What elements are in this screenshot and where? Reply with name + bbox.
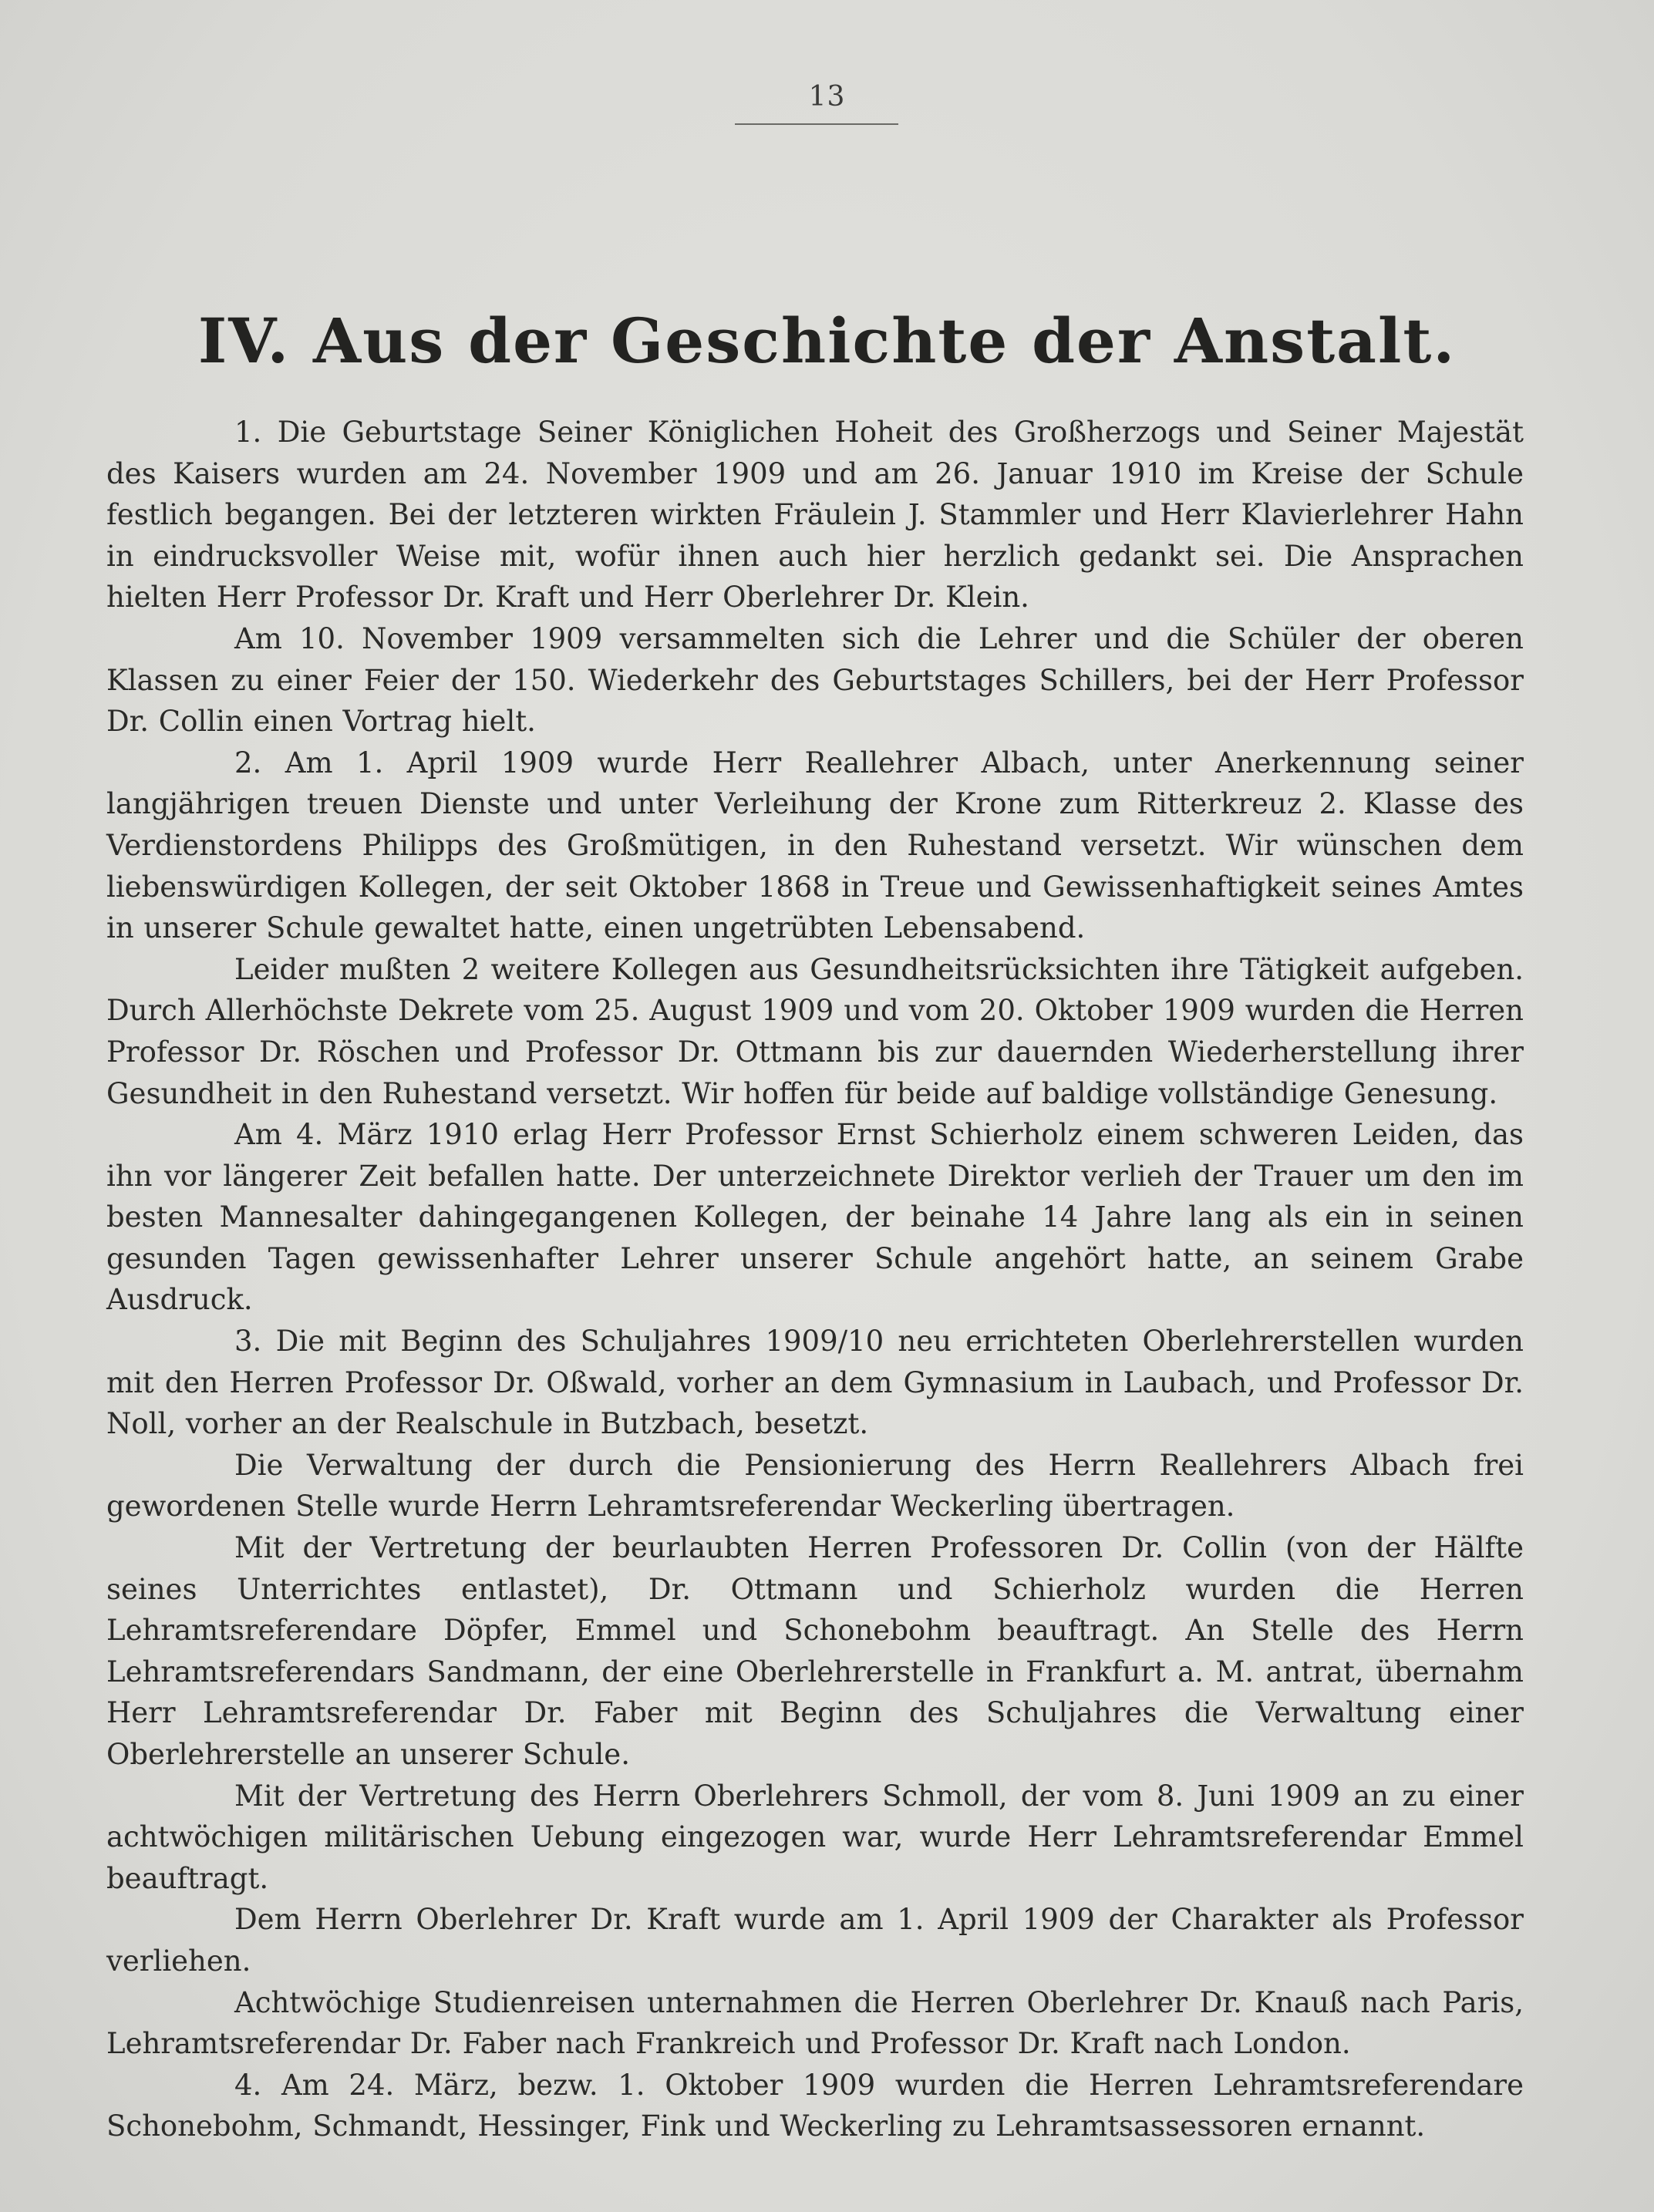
- paragraph-10: Dem Herrn Oberlehrer Dr. Kraft wurde am 1. April 1909 der Charakter als Professor verliehen.: [106, 1903, 1524, 1978]
- paragraph-12: 4. Am 24. März, bezw. 1. Oktober 1909 wurden die Herren Lehramtsreferendare Schonebohm, Schmandt, Hessinger, Fink und Weckerling zu Lehramtsassessoren ernannt.: [106, 2068, 1524, 2143]
- paragraph-1: 1. Die Geburtstage Seiner Königlichen Hoheit des Großherzogs und Seiner Majestät des Kaisers wurden am 24. November 1909 und am 26. Januar 1910 im Kreise der Schule festlich begangen. Bei der letzteren wirkten Fräulein J. Stammler und Herr Klavierlehrer Hahn in eindrucksvoller Weise mit, wofür ihnen auch hier herzlich gedankt sei. Die Ansprachen hielten Herr Professor Dr. Kraft und Herr Oberlehrer Dr. Klein.: [106, 416, 1524, 614]
- paragraph-2: Am 10. November 1909 versammelten sich die Lehrer und die Schüler der oberen Klassen zu einer Feier der 150. Wiederkehr des Geburtstages Schillers, bei der Herr Professor Dr. Collin einen Vortrag hielt.: [106, 621, 1524, 739]
- page-number-rule: [735, 123, 898, 125]
- page-number: 13: [808, 81, 846, 113]
- paragraph-8: Mit der Vertretung der beurlaubten Herren Professoren Dr. Collin (von der Hälfte seines Unterrichtes entlastet), Dr. Ottmann und Schierholz wurden die Herren Lehramtsreferendare Döpfer, Emmel und Schonebohm beauftragt. An Stelle des Herrn Lehramtsreferendars Sandmann, der eine Oberlehrerstelle in Frankfurt a. M. antrat, übernahm Herr Lehramtsreferendar Dr. Faber mit Beginn des Schuljahres die Verwaltung einer Oberlehrerstelle an unserer Schule.: [106, 1531, 1524, 1771]
- body-text: [106, 412, 1524, 2147]
- paragraph-4: Leider mußten 2 weitere Kollegen aus Gesundheitsrücksichten ihre Tätigkeit aufgeben. Durch Allerhöchste Dekrete vom 25. August 1909 und vom 20. Oktober 1909 wurden die Herren Professor Dr. Röschen und Professor Dr. Ottmann bis zur dauernden Wiederherstellung ihrer Gesundheit in den Ruhestand versetzt. Wir hoffen für beide auf baldige vollständige Genesung.: [106, 952, 1524, 1110]
- paragraph-6: 3. Die mit Beginn des Schuljahres 1909/10 neu errichteten Oberlehrerstellen wurden mit den Herren Professor Dr. Oßwald, vorher an dem Gymnasium in Laubach, und Professor Dr. Noll, vorher an der Realschule in Butzbach, besetzt.: [106, 1325, 1524, 1441]
- paragraph-9: Mit der Vertretung des Herrn Oberlehrers Schmoll, der vom 8. Juni 1909 an zu einer achtwöchigen militärischen Uebung eingezogen war, wurde Herr Lehramtsreferendar Emmel beauftragt.: [106, 1779, 1524, 1895]
- paragraph-11: Achtwöchige Studienreisen unternahmen die Herren Oberlehrer Dr. Knauß nach Paris, Lehramtsreferendar Dr. Faber nach Frankreich und Professor Dr. Kraft nach London.: [106, 1985, 1524, 2061]
- section-heading: IV. Aus der Geschichte der Anstalt.: [197, 305, 1457, 377]
- paragraph-3: 2. Am 1. April 1909 wurde Herr Reallehrer Albach, unter Anerkennung seiner langjährigen treuen Dienste und unter Verleihung der Krone zum Ritterkreuz 2. Klasse des Verdienstordens Philipps des Großmütigen, in den Ruhestand versetzt. Wir wünschen dem liebenswürdigen Kollegen, der seit Oktober 1868 in Treue und Gewissenhaftigkeit seines Amtes in unserer Schule gewaltet hatte, einen ungetrübten Lebensabend.: [106, 746, 1524, 945]
- paragraph-5: Am 4. März 1910 erlag Herr Professor Ernst Schierholz einem schweren Leiden, das ihn vor längerer Zeit befallen hatte. Der unterzeichnete Direktor verlieh der Trauer um den im besten Mannesalter dahingegangenen Kollegen, der beinahe 14 Jahre lang als ein in seinen gesunden Tagen gewissenhafter Lehrer unserer Schule angehört hatte, an seinem Grabe Ausdruck.: [106, 1118, 1524, 1317]
- paragraph-7: Die Verwaltung der durch die Pensionierung des Herrn Reallehrers Albach frei gewordenen Stelle wurde Herrn Lehramtsreferendar Weckerling übertragen.: [106, 1448, 1524, 1523]
